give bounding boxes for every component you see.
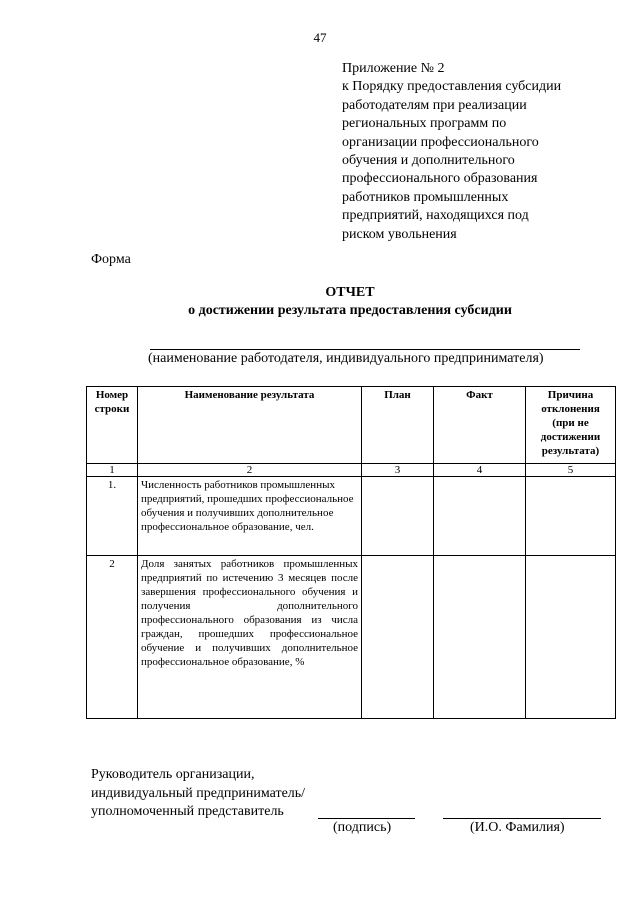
signatory-line: уполномоченный представитель [91, 804, 284, 819]
result-name: Доля занятых работников промышленных предприятий по истечению 3 месяцев после завершения профессионального обучения и получения дополнительного профессионального образования из числа граждан, прошедших профессиональное обучение и получивших дополнительное профессиональное образование, % [138, 556, 362, 719]
report-table [86, 386, 616, 719]
signatory-line: Руководитель организации, [91, 767, 255, 782]
table-row [87, 477, 616, 556]
page-number: 47 [313, 30, 327, 45]
employer-caption: (наименование работодателя, индивидуального предпринимателя) [148, 351, 544, 366]
appendix-line: региональных программ по [342, 116, 507, 132]
appendix-reference [342, 60, 627, 244]
result-name: Численность работников промышленных предприятий, прошедших профессиональное обучения и получивших дополнительное профессиональное образование, чел. [138, 477, 362, 556]
appendix-line: работников промышленных [342, 189, 509, 205]
deviation-reason [526, 556, 616, 719]
appendix-line: профессионального образования [342, 171, 538, 187]
column-number: 5 [526, 464, 616, 477]
report-title: ОТЧЕТ [325, 285, 375, 300]
column-number: 2 [138, 464, 362, 477]
table-header-row [87, 387, 616, 464]
signatory-block [91, 766, 305, 822]
appendix-line: обучения и дополнительного [342, 153, 515, 169]
appendix-line: предприятий, находящихся под [342, 208, 529, 224]
appendix-line: к Порядку предоставления субсидии [342, 79, 562, 95]
appendix-line: работодателям при реализации [342, 97, 527, 113]
deviation-reason [526, 477, 616, 556]
column-number: 1 [87, 464, 138, 477]
column-number-row [87, 464, 616, 477]
full-name-caption: (И.О. Фамилия) [470, 820, 565, 835]
signatory-line: индивидуальный предприниматель/ [91, 785, 306, 801]
row-number: 1. [87, 477, 138, 556]
form-label: Форма [91, 252, 131, 267]
full-name-line [443, 818, 601, 819]
header-fact: Факт [434, 387, 526, 464]
header-plan: План [362, 387, 434, 464]
table-row [87, 556, 616, 719]
header-reason: Причина отклонения (при не достижении результата) [526, 387, 616, 464]
appendix-line: организации профессионального [342, 134, 539, 150]
plan-value [362, 477, 434, 556]
header-row-number: Номер строки [87, 387, 138, 464]
appendix-line: Приложение № 2 [342, 61, 445, 76]
appendix-line: риском увольнения [342, 226, 457, 242]
column-number: 4 [434, 464, 526, 477]
employer-name-line [150, 349, 580, 350]
fact-value [434, 556, 526, 719]
fact-value [434, 477, 526, 556]
report-subtitle: о достижении результата предоставления субсидии [188, 303, 512, 318]
row-number: 2 [87, 556, 138, 719]
header-result-name: Наименование результата [138, 387, 362, 464]
signature-caption: (подпись) [333, 820, 392, 835]
column-number: 3 [362, 464, 434, 477]
signature-line [318, 818, 415, 819]
plan-value [362, 556, 434, 719]
